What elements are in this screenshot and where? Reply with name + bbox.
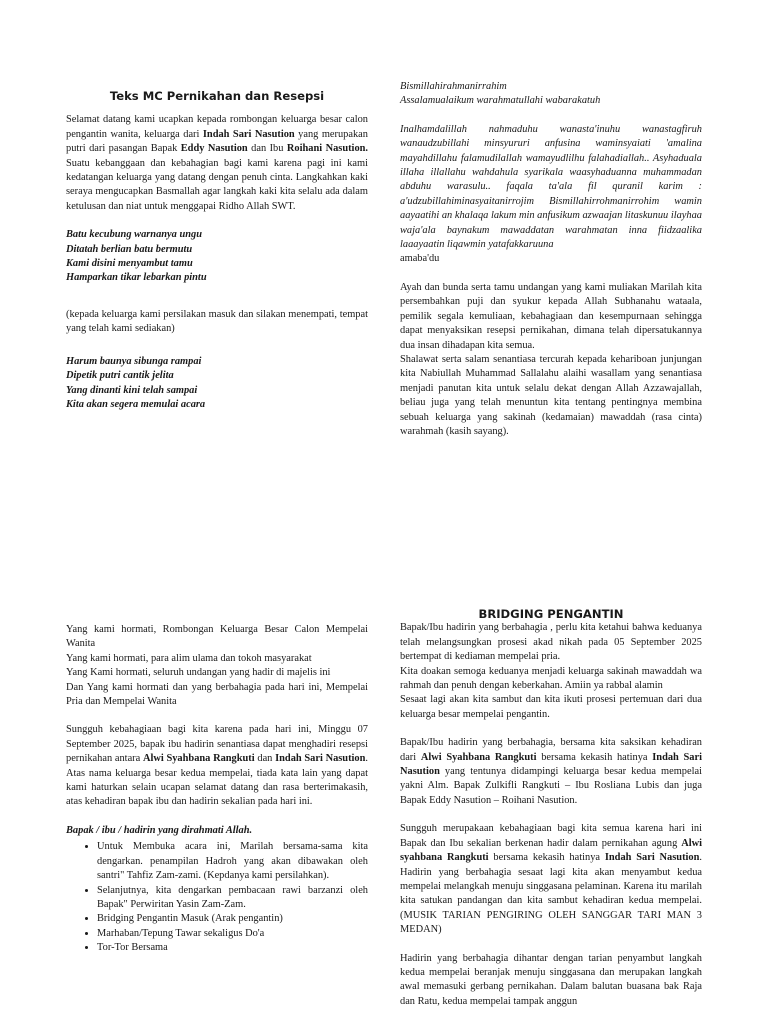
- top-left-section: [66, 89, 368, 412]
- pantun-line: Kita akan segera memulai acara: [66, 398, 206, 410]
- bottom-left-section: [66, 623, 368, 956]
- bold-name: Indah Sari Nasution: [604, 852, 700, 864]
- text-run: Sungguh kebahagiaan bagi kita karena pada hari ini, Minggu 07 September 2025, bapak ibu hadirin senantiasa dapat menghadiri resepsi pernikahan antara: [66, 724, 368, 765]
- text-run: . Atas nama keluarga besar kedua mempelai, tiada kata lain yang dapat kami haturkan selain ucapan selamat datang dan rasa berterimakasih, atas kehadiran bapak ibu dan hadirin sekalian pada hari ini.: [66, 753, 369, 808]
- welcome-paragraph: [66, 723, 368, 809]
- bold-name: Eddy Nasution: [180, 143, 248, 155]
- text-run: yang tentunya didampingi keluarga besar kedua mempelai yakni Alm. Bapak Zulkifli Rangkuti – Ibu Rosliana Lubis dan juga Bapak Eddy Nasution – Roihani Nasution.: [400, 766, 702, 806]
- seating-note: (kepada keluarga kami persilakan masuk dan silakan menempati, tempat yang telah kami sediakan): [66, 308, 368, 335]
- text-run: bersama kekasih hatinya: [488, 852, 605, 864]
- reception-paragraph: [400, 822, 702, 937]
- intro-paragraph: [66, 113, 368, 214]
- text-run: dan Ibu: [247, 143, 287, 155]
- text-run: Sungguh merupakaan kebahagiaan bagi kita semua karena hari ini Bapak dan Ibu sekalian berkenan hadir dalam pernikahan agung: [400, 823, 702, 849]
- bold-name: Indah Sari Nasution: [275, 753, 366, 765]
- bold-name: Alwi Syahbana Rangkuti: [142, 753, 255, 765]
- agenda-item: • Marhaban/Tepung Tawar sekaligus Do'a: [97, 927, 368, 941]
- procession-paragraph: Sesaat lagi akan kita sambut dan kita ikuti prosesi pertemuan dari dua keluarga besar mempelai pengantin.: [400, 694, 702, 720]
- dance-paragraph: Hadirin yang berbahagia dihantar dengan tarian penyambut langkah kedua mempelai beranjak menuju singgasana dan merupakan langkah awal memasuki gerbang pernikahan. Dalam balutan buasana bak Raja dan Ratu, kedua mempelai tampak anggun: [400, 952, 702, 1007]
- text-run: yang merupakan putri dari pasangan Bapak: [66, 128, 368, 155]
- text-run: dan: [254, 753, 276, 765]
- greeting-line: Yang kami hormati, para alim ulama dan tokoh masyarakat: [66, 652, 312, 664]
- agenda-item: • Selanjutnya, kita dengarkan pembacaan rawi barzanzi oleh Bapak" Perwiritan Yasin Zam-Zam.: [97, 884, 368, 913]
- bottom-right-section: [400, 607, 702, 1009]
- bridging-title: BRIDGING PENGANTIN: [478, 607, 624, 621]
- pantun-1: [66, 228, 368, 286]
- pantun-line: Harum baunya sibunga rampai: [66, 355, 202, 367]
- document-title: Teks MC Pernikahan dan Resepsi: [109, 89, 325, 103]
- top-right-section: [400, 80, 702, 439]
- greeting-line: Yang kami hormati, Rombongan Keluarga Besar Calon Mempelai Wanita: [66, 624, 368, 650]
- doa-paragraph: Kita doakan semoga keduanya menjadi keluarga sakinah mawaddah wa rahmah dan penuh dengan keberkahan. Amiin ya rabbal alamin: [400, 665, 702, 692]
- pantun-line: Batu kecubung warnanya ungu: [66, 229, 202, 241]
- agenda-item: • Tor-Tor Bersama: [97, 941, 368, 955]
- basmalah-line: Bismillahirahmanirrahim: [400, 81, 507, 92]
- agenda-item: • Bridging Pengantin Masuk (Arak pengantin): [97, 912, 368, 926]
- greeting-line: Yang Kami hormati, seluruh undangan yang hadir di majelis ini: [66, 667, 331, 679]
- amaba-line: amaba'du: [400, 253, 440, 265]
- bold-name: Alwi syahbana Rangkuti: [400, 837, 702, 864]
- pantun-2: [66, 355, 368, 413]
- pantun-line: Kami disini menyambut tamu: [66, 258, 193, 270]
- opening-prayer: Inalhamdalillah nahmaduhu wanasta'inuhu wanastagfiruh wanaudzubillahi minsyururi anfusina waminsyaiati 'amalina mayahdillahu falamudilallah wamayudlilhu falahadiallah.. Asyhaduala illaha illallahu wahdahula syarikala waasyhaduanna muhammadan abduhu warasulu.. faqala ta'ala fil quranil karim : a'udzubillahiminasyaitanirrojim Bismillahirrohmanirrohim wamin aayaatihi an khalaqa lakum min anfusikum azwaajan litaskunuu ilayhaa waja'ala baynakum mawaddatan warahmatan inna fiidzaalika laaayaatin liqawmin yatafakkaruuna: [400, 123, 702, 251]
- greeting-line: Dan Yang kami hormati dan yang berbahagia pada hari ini, Mempelai Pria dan Mempelai Wanita: [66, 681, 368, 708]
- bold-name: Indah Sari Nasution: [400, 751, 702, 778]
- akad-paragraph: Bapak/Ibu hadirin yang berbahagia , perlu kita ketahui bahwa keduanya telah melangsungkan prosesi akad nikah pada 05 September 2025 bertempat di kediaman mempelai pria.: [400, 622, 702, 663]
- pantun-line: Dipetik putri cantik jelita: [66, 370, 174, 382]
- section-heading: Bapak / ibu / hadirin yang dirahmati Allah.: [66, 824, 253, 836]
- arrival-paragraph: [400, 736, 702, 808]
- pantun-line: Ditatah berlian batu bermutu: [66, 243, 193, 255]
- bold-name: Indah Sari Nasution: [202, 128, 295, 140]
- pantun-line: Hamparkan tikar lebarkan pintu: [66, 272, 207, 284]
- bold-name: Alwi Syahbana Rangkuti: [420, 751, 537, 763]
- bold-name: Roihani Nasution.: [286, 143, 369, 155]
- text-run: Bapak/Ibu hadirin yang berbahagia, bersama kita saksikan kehadiran dari: [400, 737, 702, 763]
- text-run: bersama kekasih hatinya: [536, 751, 653, 763]
- agenda-item: • Untuk Membuka acara ini, Marilah bersama-sama kita dengarkan. penampilan Hadroh yang akan dibawakan oleh santri" Tahfiz Zam-zami. (Kepdanya kami persilahkan).: [97, 840, 368, 883]
- salam-line: Assalamualaikum warahmatullahi wabarakatuh: [400, 95, 601, 107]
- text-run: Suatu kebanggaan dan kebahagian bagi kami karena pagi ini kami kedatangan keluarga yang datang dengan penuh cinta. Langkahkan kaki seraya mengucapkan Basmallah agar langkah kaki kita selalu ada dalam ketulusan dan niat untuk menggapai Ridho Allah SWT.: [66, 157, 368, 212]
- pantun-line: Yang dinanti kini telah sampai: [66, 384, 198, 396]
- text-run: . Hadirin yang berbahagia sesaat lagi kita akan menyambut kedua mempelai melangkah menuju singgasana pelaminan. Karena itu marilah kita satukan pandangan dan kita sambut kehadiran kedua mempelai. (MUSIK TARIAN PENGIRING OLEH SANGGAR TARI MAN 3 MEDAN): [400, 852, 702, 936]
- praise-paragraph: Ayah dan bunda serta tamu undangan yang kami muliakan Marilah kita persembahkan puji dan syukur kepada Allah Subhanahu wataala, pemilik segala kemuliaan, kebahagiaan dan kesempurnaan sehingga dapat menyaksikan resepsi pernikahan, dimana telah dipersatukannya dua insan dihadapan kita semua.: [400, 281, 702, 351]
- shalawat-paragraph: Shalawat serta salam senantiasa tercurah kepada kehariboan junjungan kita Nabiullah Muhammad Sallalahu alaihi wasallam yang senantiasa menjadi panutan kita untuk selalu dekat dengan Allah Azzawajallah, beliau juga yang telah menuntun kita tentang pentingnya membina sebuah keluarga yang sakinah (kedamaian) mawaddah (rasa cinta) warahmah (kasih sayang).: [400, 353, 702, 437]
- text-run: Selamat datang kami ucapkan kepada rombongan keluarga besar calon pengantin wanita, keluarga dari: [66, 114, 368, 140]
- agenda-list: [66, 840, 368, 955]
